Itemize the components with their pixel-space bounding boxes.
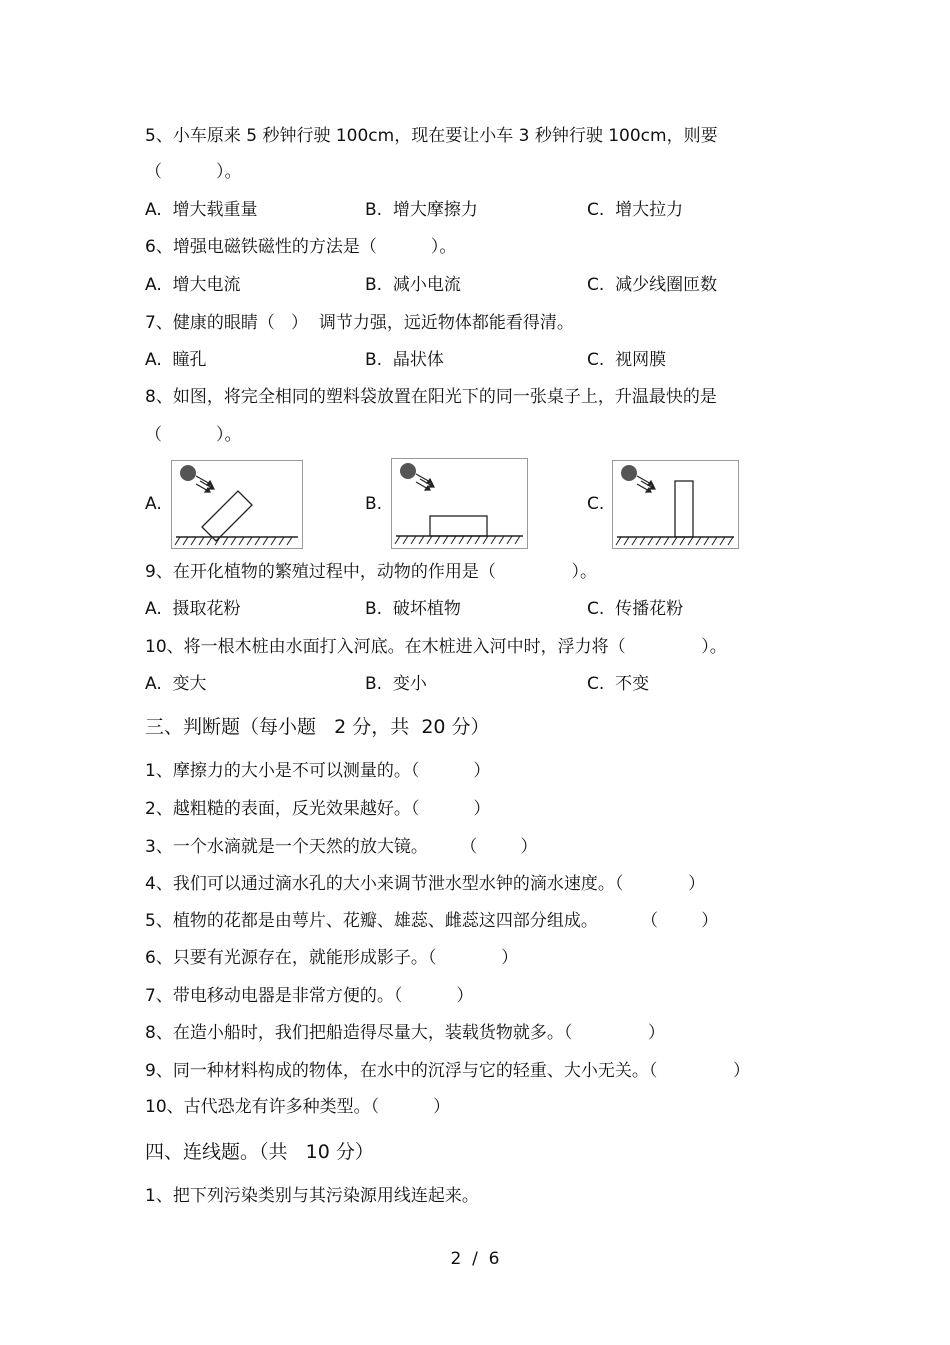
judge-item-8: 8、在造小船时，我们把船造得尽量大，装载货物就多。（ ）: [145, 1023, 665, 1043]
figure-b-drawing: [392, 459, 527, 548]
judge-item-9: 9、同一种材料构成的物体，在水中的沉浮与它的轻重、大小无关。（ ）: [145, 1061, 750, 1081]
q10-option-a: A. 变大: [145, 674, 207, 694]
figure-c: [612, 460, 739, 549]
question-6: 6、增强电磁铁磁性的方法是（ ）。: [145, 237, 457, 257]
sun-icon: [180, 465, 196, 481]
q6-option-b: B. 减小电流: [365, 275, 461, 295]
question-5: 5、小车原来 5 秒钟行驶 100cm，现在要让小车 3 秒钟行驶 100cm，则要: [145, 126, 718, 146]
question-5-blank: （ ）。: [145, 162, 242, 182]
judge-item-4: 4、我们可以通过滴水孔的大小来调节泄水型水钟的滴水速度。（ ）: [145, 874, 706, 894]
q7-option-b: B. 晶状体: [365, 350, 444, 370]
figure-a-drawing: [172, 461, 302, 548]
judge-item-5: 5、植物的花都是由萼片、花瓣、雄蕊、雌蕊这四部分组成。 （ ）: [145, 911, 719, 931]
q6-option-a: A. 增大电流: [145, 275, 241, 295]
flat-bag: [430, 516, 487, 536]
question-10: 10、将一根木桩由水面打入河底。在木桩进入河中时，浮力将（ ）。: [145, 637, 727, 657]
figure-b: [391, 458, 528, 549]
match-item-1: 1、把下列污染类别与其污染源用线连起来。: [145, 1186, 479, 1206]
q6-option-c: C. 减少线圈匝数: [587, 275, 718, 295]
judge-item-1: 1、摩擦力的大小是不可以测量的。（ ）: [145, 761, 491, 781]
judge-item-6: 6、只要有光源存在，就能形成影子。（ ）: [145, 948, 519, 968]
figure-c-drawing: [613, 461, 738, 548]
figure-a: [171, 460, 303, 549]
q7-option-c: C. 视网膜: [587, 350, 667, 370]
judge-item-2: 2、越粗糙的表面，反光效果越好。（ ）: [145, 799, 491, 819]
upright-bag: [675, 481, 693, 537]
judge-item-3: 3、一个水滴就是一个天然的放大镜。 （ ）: [145, 837, 538, 857]
section-4-title: 四、连线题。（共 10 分）: [145, 1141, 374, 1163]
q10-option-b: B. 变小: [365, 674, 427, 694]
q9-option-c: C. 传播花粉: [587, 599, 684, 619]
question-9: 9、在开化植物的繁殖过程中，动物的作用是（ ）。: [145, 562, 597, 582]
q5-option-b: B. 增大摩擦力: [365, 200, 478, 220]
question-7: 7、健康的眼睛（ ） 调节力强，远近物体都能看得清。: [145, 313, 574, 333]
q10-option-c: C. 不变: [587, 674, 650, 694]
q9-option-a: A. 摄取花粉: [145, 599, 241, 619]
section-3-title: 三、判断题（每小题 2 分，共 20 分）: [145, 716, 490, 738]
sun-icon: [400, 463, 416, 479]
judge-item-10: 10、古代恐龙有许多种类型。（ ）: [145, 1097, 451, 1117]
page-number: 2 / 6: [450, 1249, 500, 1269]
q5-option-c: C. 增大拉力: [587, 200, 684, 220]
tilted-bag: [202, 491, 252, 541]
figure-c-label: C.: [587, 494, 605, 514]
figure-a-label: A.: [145, 494, 162, 514]
q5-option-a: A. 增大载重量: [145, 200, 258, 220]
sun-icon: [621, 465, 637, 481]
q9-option-b: B. 破坏植物: [365, 599, 461, 619]
q7-option-a: A. 瞳孔: [145, 350, 207, 370]
question-8: 8、如图，将完全相同的塑料袋放置在阳光下的同一张桌子上，升温最快的是: [145, 387, 717, 407]
question-8-blank: （ ）。: [145, 425, 242, 445]
figure-b-label: B.: [365, 494, 383, 514]
judge-item-7: 7、带电移动电器是非常方便的。（ ）: [145, 986, 474, 1006]
